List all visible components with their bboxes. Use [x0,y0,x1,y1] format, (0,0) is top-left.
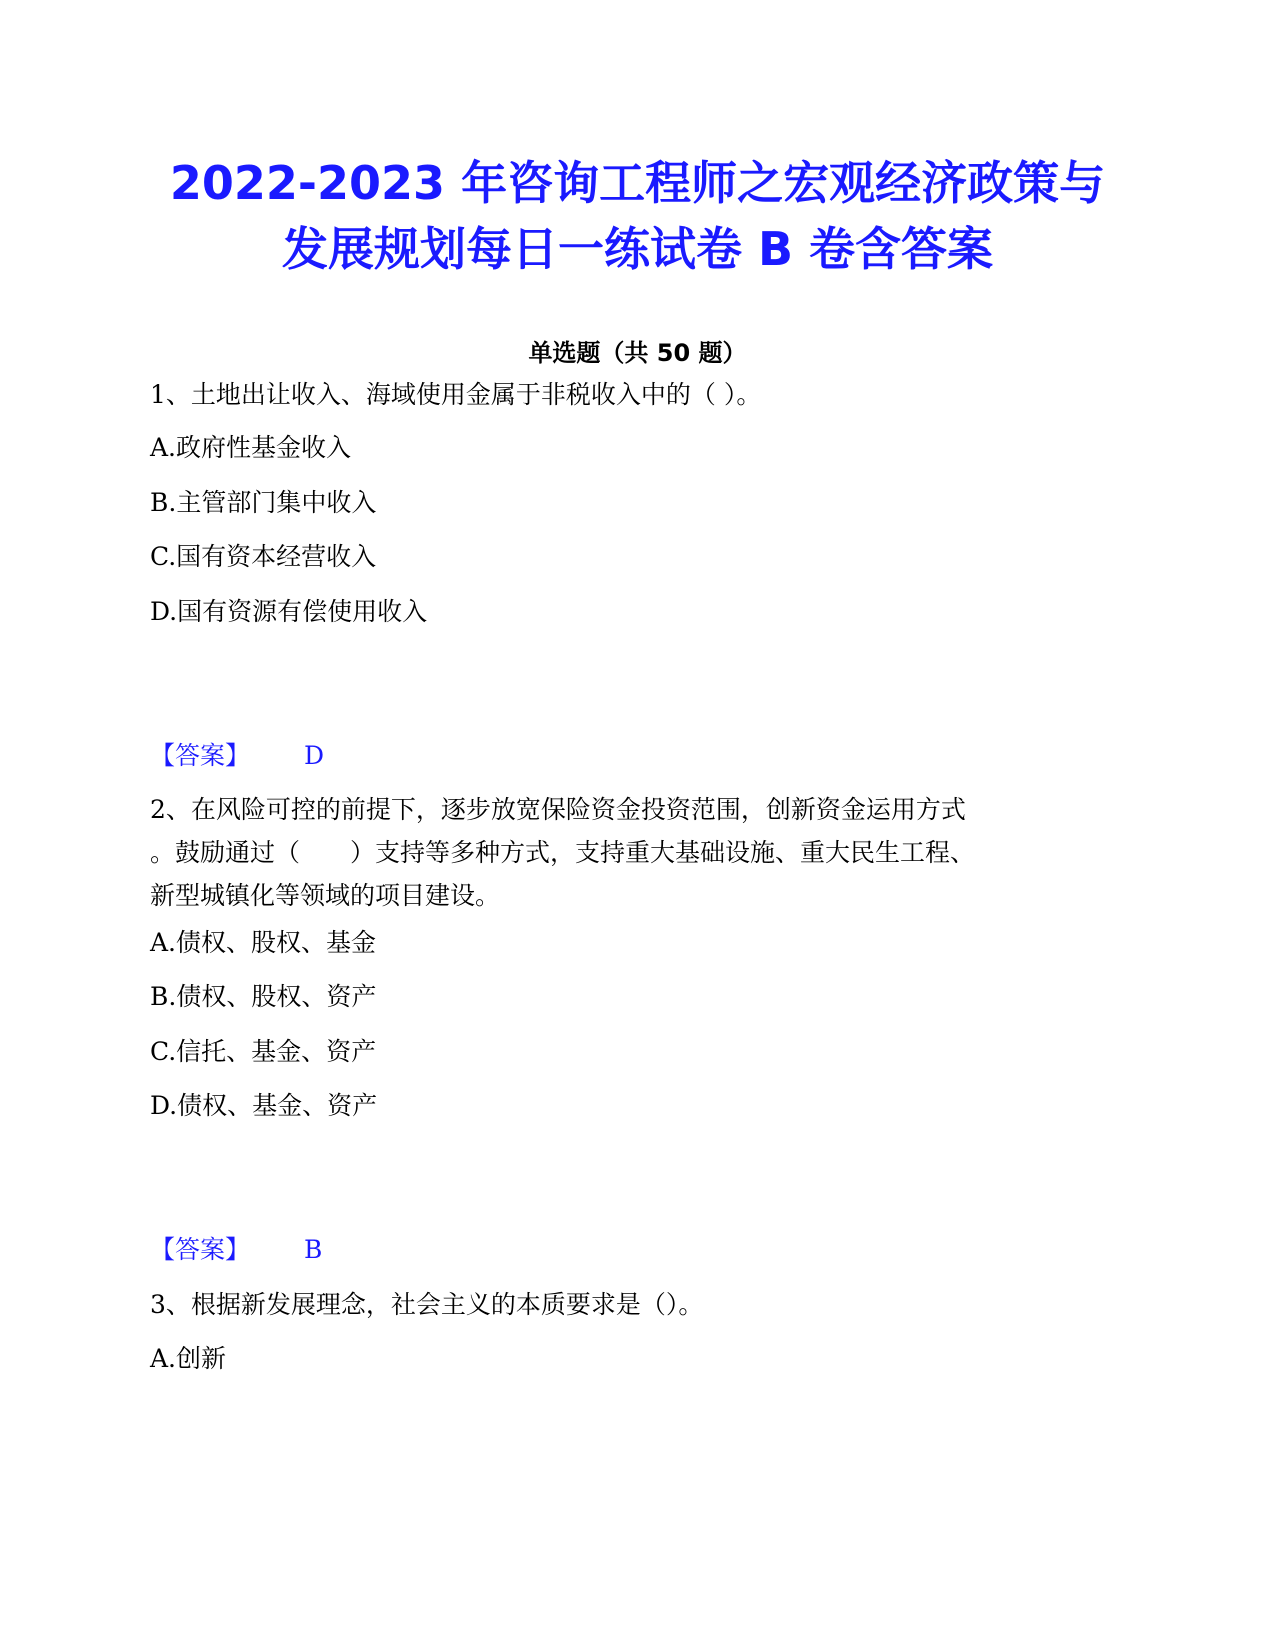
question-2-option-d: D.债权、基金、资产 [150,1091,378,1120]
document-title [130,150,1145,282]
question-2-option-a: A.债权、股权、基金 [150,928,377,957]
title-line-2: 发展规划每日一练试卷 B 卷含答案 [281,222,994,276]
answer-label: 【答案】 [150,741,251,770]
question-2-stem-line: 新型城镇化等领域的项目建设。 [150,881,501,910]
title-line-1: 2022-2023 年咨询工程师之宏观经济政策与 [169,156,1106,210]
question-1-option-d: D.国有资源有偿使用收入 [150,597,428,626]
question-1-option-a: A.政府性基金收入 [150,433,352,462]
question-3-stem: 3、根据新发展理念，社会主义的本质要求是（）。 [150,1290,704,1319]
answer-value: D [304,741,325,770]
answer-value: B [304,1235,323,1264]
question-2-option-c: C.信托、基金、资产 [150,1037,377,1066]
question-1-option-c: C.国有资本经营收入 [150,542,377,571]
section-heading: 单选题（共 50 题） [528,339,747,367]
answer-label: 【答案】 [150,1235,251,1264]
question-1-answer [150,739,1110,773]
question-2-option-b: B.债权、股权、资产 [150,982,377,1011]
question-2-stem-line: 2、在风险可控的前提下，逐步放宽保险资金投资范围，创新资金运用方式 [150,795,966,824]
question-3-option-a: A.创新 [150,1344,227,1373]
question-1-option-b: B.主管部门集中收入 [150,488,377,517]
question-1-stem: 1、土地出让收入、海域使用金属于非税收入中的（ ）。 [150,380,762,409]
question-2-stem-line: 。鼓励通过（ ）支持等多种方式，支持重大基础设施、重大民生工程、 [150,838,976,867]
question-2-answer [150,1233,1110,1267]
question-2-stem [150,788,1110,917]
